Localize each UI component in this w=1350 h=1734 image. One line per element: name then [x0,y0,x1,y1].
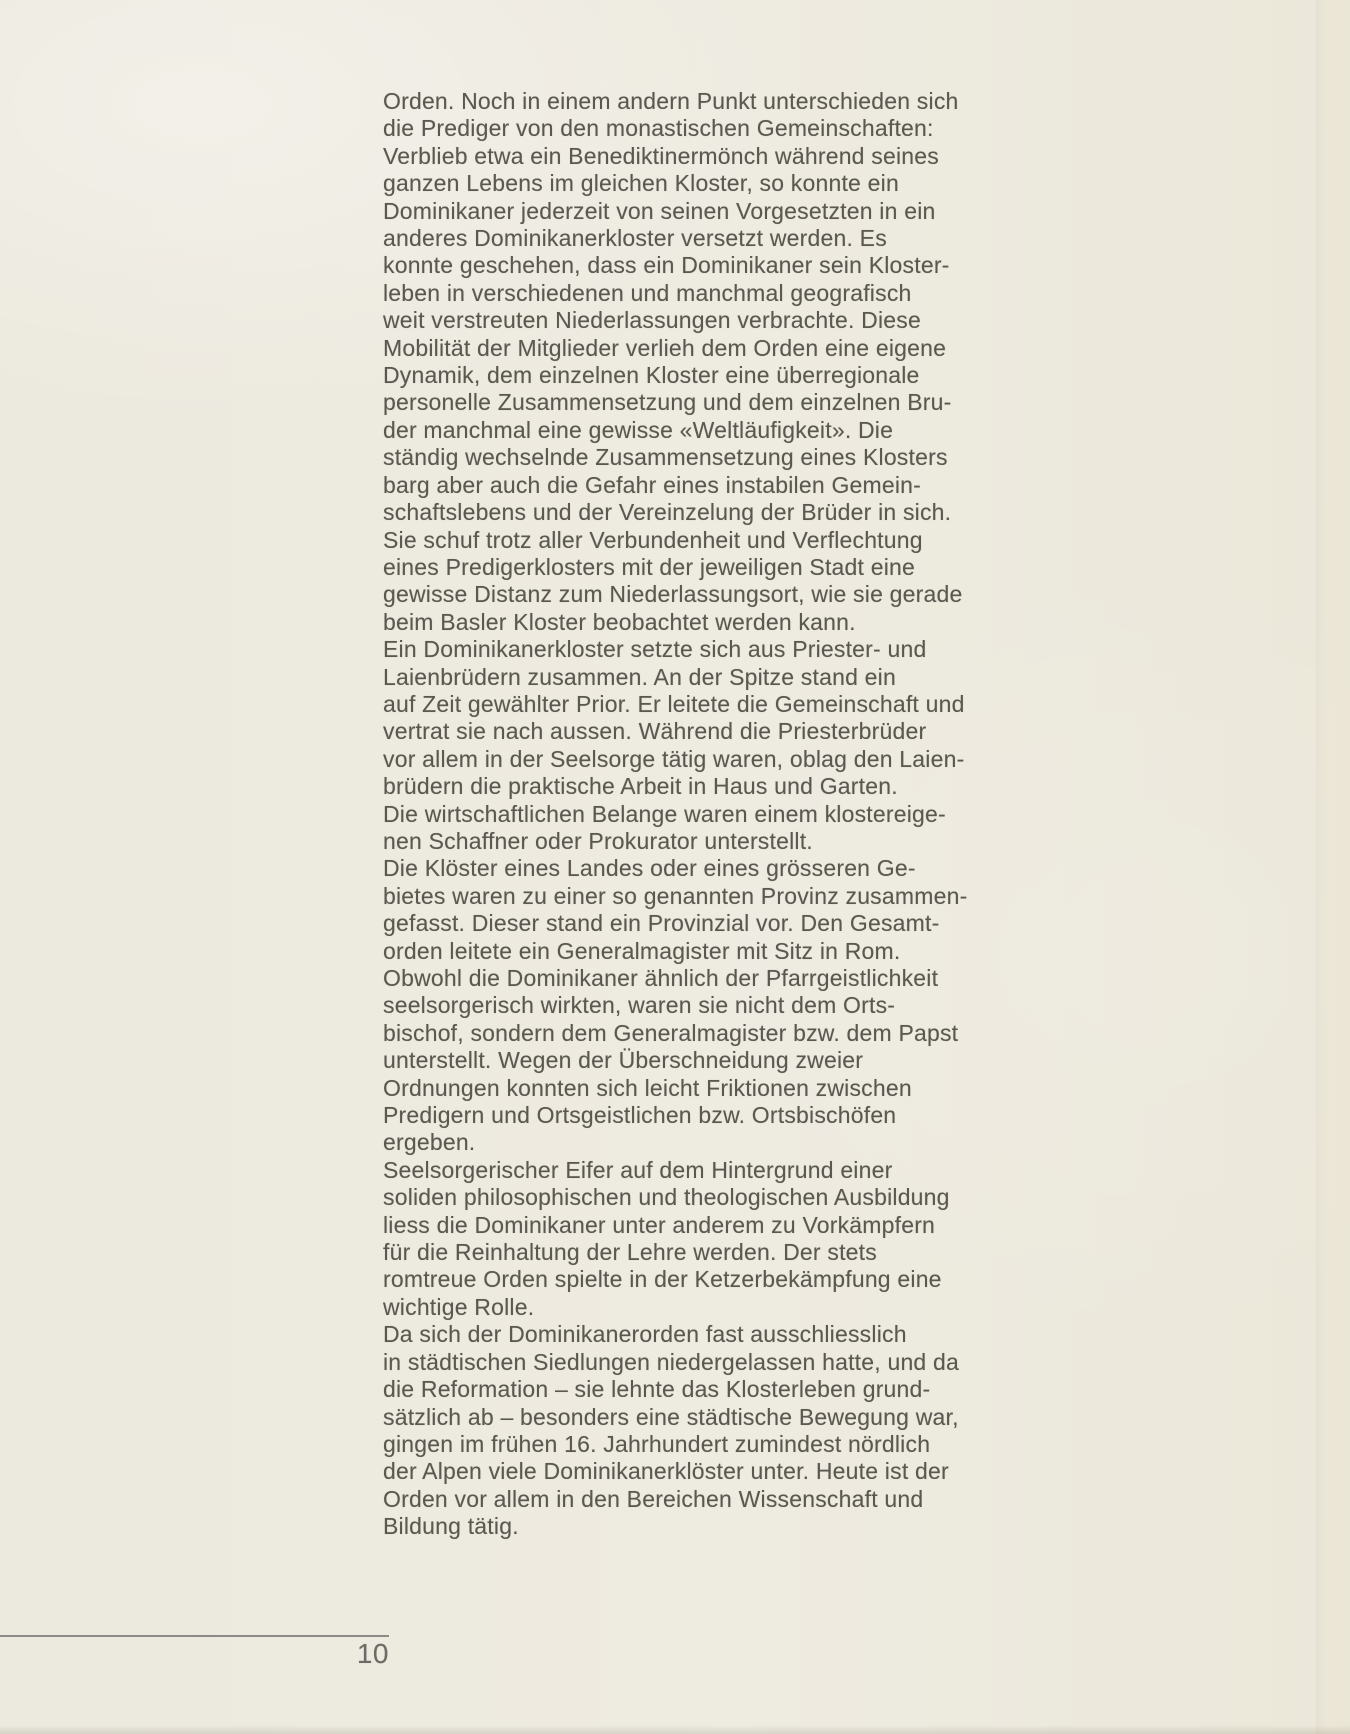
text-line: vor allem in der Seelsorge tätig waren, oblag den Laien- [383,745,965,772]
text-line: personelle Zusammensetzung und dem einzelnen Bru- [383,389,952,416]
text-line: nen Schaffner oder Prokurator unterstellt. [383,827,813,854]
text-line: Sie schuf trotz aller Verbundenheit und Verflechtung [383,526,923,553]
page-number: 10 [356,1638,389,1669]
text-line: konnte geschehen, dass ein Dominikaner sein Kloster- [383,252,950,279]
text-line: Ein Dominikanerkloster setzte sich aus Priester- und [383,636,927,663]
text-line: eines Predigerklosters mit der jeweiligen Stadt eine [383,553,915,580]
text-line: gingen im frühen 16. Jahrhundert zumindest nördlich [383,1430,931,1457]
text-line: soliden philosophischen und theologischen Ausbildung [383,1184,950,1211]
text-line: Dynamik, dem einzelnen Kloster eine überregionale [383,362,920,389]
text-line: Orden. Noch in einem andern Punkt unterschieden sich [383,88,959,114]
text-line: liess die Dominikaner unter anderem zu Vorkämpfern [383,1211,936,1238]
text-line: für die Reinhaltung der Lehre werden. Der stets [383,1239,877,1266]
text-line: orden leitete ein Generalmagister mit Sitz in Rom. [383,937,901,964]
text-line: schaftslebens und der Vereinzelung der Brüder in sich. [383,499,952,526]
text-line: Da sich der Dominikanerorden fast ausschliesslich [383,1321,907,1348]
text-line: Predigern und Ortsgeistlichen bzw. Ortsbischöfen [383,1102,897,1129]
text-line: ergeben. [383,1129,476,1156]
text-line: weit verstreuten Niederlassungen verbrachte. Diese [383,307,921,334]
text-line: Orden vor allem in den Bereichen Wissenschaft und [383,1485,924,1512]
text-line: wichtige Rolle. [383,1293,535,1320]
text-line: brüdern die praktische Arbeit in Haus und Garten. [383,773,898,800]
text-line: der Alpen viele Dominikanerklöster unter. Heute ist der [383,1458,949,1485]
text-line: Seelsorgerischer Eifer auf dem Hintergrund einer [383,1156,893,1183]
text-line: vertrat sie nach aussen. Während die Priesterbrüder [383,718,927,745]
text-line: die Reformation – sie lehnte das Klosterleben grund- [383,1376,931,1403]
text-line: Ordnungen konnten sich leicht Friktionen zwischen [383,1074,912,1101]
text-line: gewisse Distanz zum Niederlassungsort, wie sie gerade [383,581,963,608]
text-line: auf Zeit gewählter Prior. Er leitete die Gemeinschaft und [383,690,965,717]
text-line: Die wirtschaftlichen Belange waren einem klostereige- [383,800,946,827]
text-line: romtreue Orden spielte in der Ketzerbekämpfung eine [383,1266,942,1293]
text-line: sätzlich ab – besonders eine städtische Bewegung war, [383,1403,959,1430]
text-line: die Prediger von den monastischen Gemeinschaften: [383,115,934,142]
text-line: Obwohl die Dominikaner ähnlich der Pfarrgeistlichkeit [383,965,939,991]
footer-rule [0,1635,389,1637]
text-line: bischof, sondern dem Generalmagister bzw. dem Papst [383,1019,959,1046]
text-line: bietes waren zu einer so genannten Provinz zusammen- [383,882,968,909]
text-line: barg aber auch die Gefahr eines instabilen Gemein- [383,471,922,498]
text-line: ganzen Lebens im gleichen Kloster, so konnte ein [383,170,899,197]
page-edge-shadow [1316,0,1350,1734]
text-line: gefasst. Dieser stand ein Provinzial vor. Den Gesamt- [383,910,940,937]
text-line: in städtischen Siedlungen niedergelassen hatte, und da [383,1348,959,1375]
text-line: Dominikaner jederzeit von seinen Vorgesetzten in ein [383,197,936,224]
text-line: Mobilität der Mitglieder verlieh dem Orden eine eigene [383,334,947,361]
text-line: Bildung tätig. [383,1513,519,1540]
text-line: Laienbrüdern zusammen. An der Spitze stand ein [383,663,896,690]
text-line: ständig wechselnde Zusammensetzung eines Klosters [383,444,948,471]
bottom-edge-shadow [0,1725,1350,1734]
text-line: seelsorgerisch wirkten, waren sie nicht dem Orts- [383,992,896,1019]
text-line: unterstellt. Wegen der Überschneidung zweier [383,1047,864,1074]
text-line: Die Klöster eines Landes oder eines grösseren Ge- [383,855,916,882]
text-line: leben in verschiedenen und manchmal geografisch [383,279,912,306]
text-line: beim Basler Kloster beobachtet werden kann. [383,608,856,635]
text-line: Verblieb etwa ein Benediktinermönch während seines [383,142,939,169]
body-text [383,88,1023,1541]
text-line: anderes Dominikanerkloster versetzt werden. Es [383,225,887,252]
text-line: der manchmal eine gewisse «Weltläufigkeit». Die [383,416,894,443]
